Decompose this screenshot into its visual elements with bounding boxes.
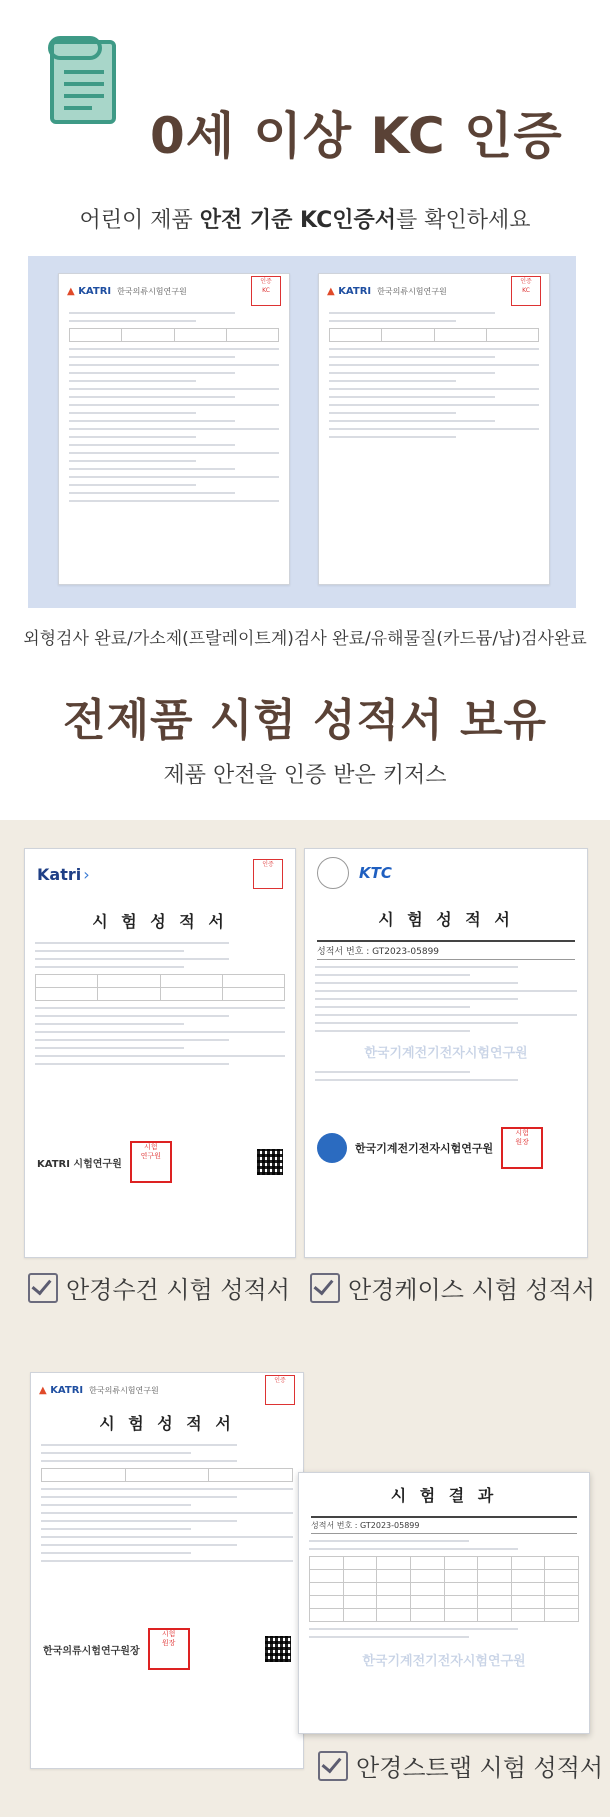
document-icon [30, 28, 140, 138]
label-glasses-cloth [28, 1270, 290, 1305]
katri-logo-2: ▲ KATRI [327, 285, 372, 297]
kc-certificate-left [58, 273, 290, 585]
label-glasses-case [310, 1270, 595, 1305]
watermark-b: 한국기계전기전자시험연구원 [364, 1046, 528, 1061]
checkbox-icon-3 [318, 1751, 348, 1781]
report-number-b: GT2023-05899 [372, 947, 440, 957]
ktc-logo: KTC [359, 864, 392, 882]
report-glasses-cloth [24, 848, 296, 1258]
section-title-kc: 0세 이상 KC 인증 [150, 107, 563, 165]
katri-logo-a: Katri [37, 864, 82, 884]
results-number: GT2023-05899 [359, 1521, 420, 1530]
seal-icon-c2: 시험 원장 [148, 1628, 190, 1670]
section-subtitle-reports: 제품 안전을 인증 받은 키저스 [163, 763, 447, 788]
doc-org-c: 한국의류시험연구원 [89, 1385, 159, 1395]
seal-icon-a: 인증 [253, 859, 283, 889]
qr-code-icon [257, 1149, 283, 1175]
section-title-reports: 전제품 시험 성적서 보유 [63, 695, 547, 746]
subtitle-pre: 어린이 제품 [79, 208, 200, 233]
kc-caption: 외형검사 완료/가소제(프랄레이트계)검사 완료/유해물질(카드뮴/납)검사완료 [23, 629, 587, 649]
ktc-emblem-icon [317, 1133, 347, 1163]
subtitle-post: 를 확인하세요 [396, 208, 531, 233]
report-footer-a: KATRI 시험연구원 [37, 1158, 122, 1170]
katri-logo-c: ▲ KATRI [39, 1384, 84, 1396]
subtitle-bold: 안전 기준 KC인증서 [199, 208, 397, 233]
checkbox-icon [28, 1273, 58, 1303]
section-subtitle-kc [0, 203, 610, 234]
seal-icon: 인증 KC [251, 276, 281, 306]
emblem-icon [317, 857, 349, 889]
seal-icon-b: 시험 원장 [501, 1127, 543, 1169]
seal-icon-a2: 시험 연구원 [130, 1141, 172, 1183]
report-glasses-case: KTC 시 험 성 적 서 성적서 번호 : GT2023-05899 한국기계전기전자시험연구원 한국기계전기전자시험연구원 시험 원장 [304, 848, 588, 1258]
label-glasses-case-text: 안경케이스 시험 성적서 [348, 1276, 596, 1304]
report-title-c: 시 험 성 적 서 [99, 1414, 235, 1433]
report-footer-b: 한국기계전기전자시험연구원 [355, 1142, 494, 1155]
report-title-b: 시 험 성 적 서 [378, 910, 514, 929]
label-glasses-cloth-text: 안경수건 시험 성적서 [66, 1276, 290, 1304]
seal-icon-2: 인증 KC [511, 276, 541, 306]
results-title: 시 험 결 과 [390, 1486, 498, 1505]
checkbox-icon-2 [310, 1273, 340, 1303]
report-results: 시 험 결 과 성적서 번호 : GT2023-05899 한국기계전기전자시험연구원 [298, 1472, 590, 1734]
qr-code-icon-2 [265, 1636, 291, 1662]
doc-org-2: 한국의류시험연구원 [377, 286, 447, 296]
report-title-a: 시 험 성 적 서 [92, 912, 228, 931]
seal-icon-c: 인증 [265, 1375, 295, 1405]
report-footer-c: 한국의류시험연구원장 [43, 1645, 140, 1657]
report-glasses-strap [30, 1372, 304, 1769]
chevron-right-icon: › [83, 864, 90, 884]
label-glasses-strap-text: 안경스트랩 시험 성적서 [356, 1754, 604, 1782]
label-glasses-strap [318, 1748, 603, 1783]
kc-certificate-right [318, 273, 550, 585]
doc-org: 한국의류시험연구원 [117, 286, 187, 296]
katri-logo: ▲ KATRI [67, 285, 112, 297]
watermark-d: 한국기계전기전자시험연구원 [362, 1654, 526, 1669]
